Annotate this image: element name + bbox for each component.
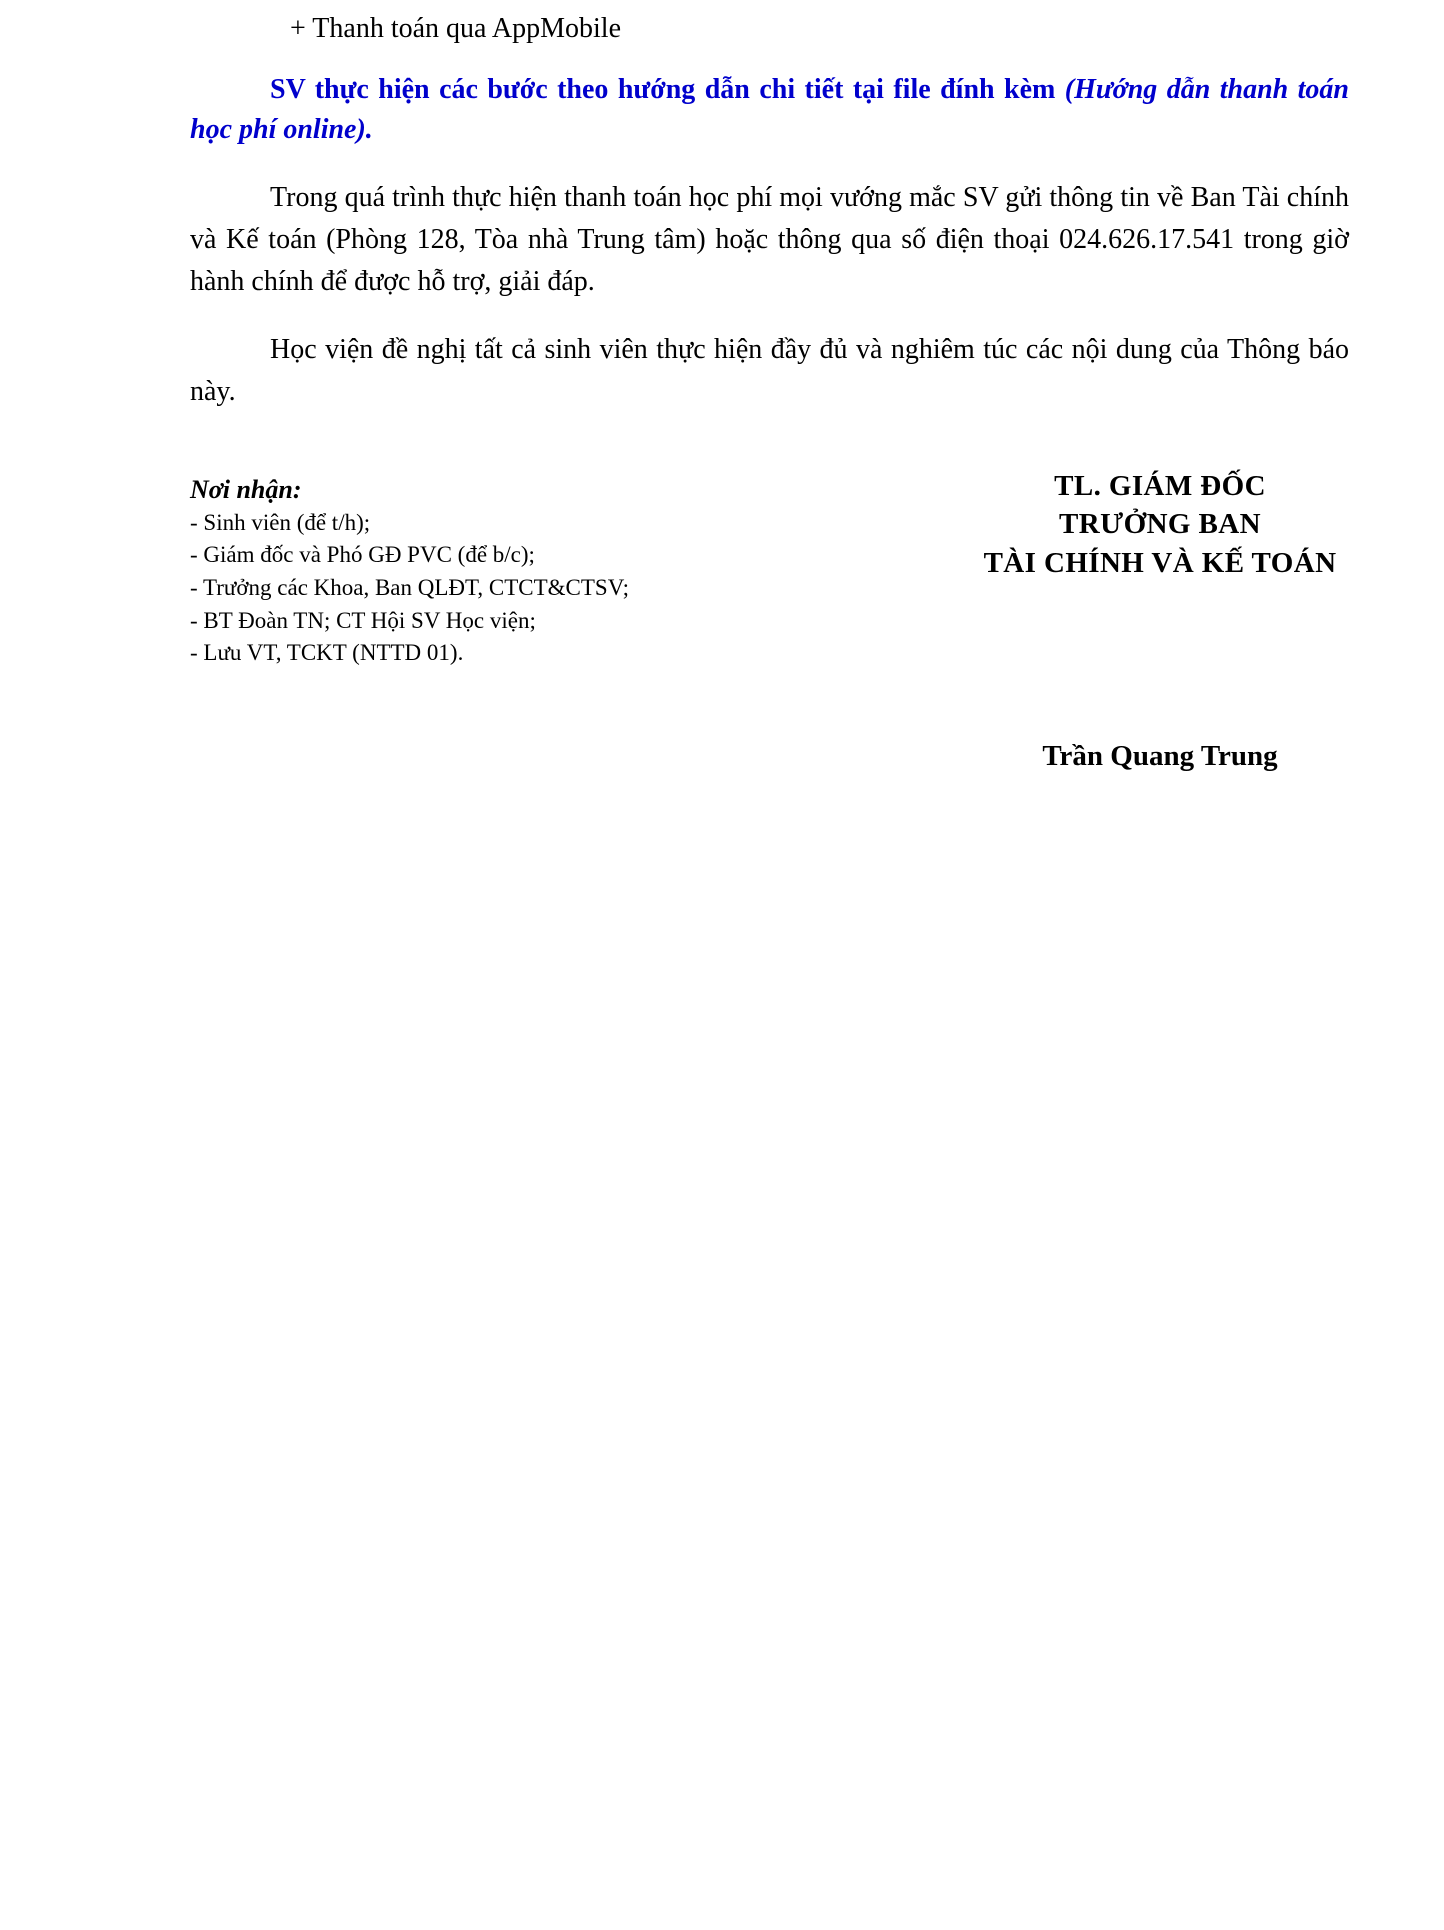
signer-title-line-2: TRƯỞNG BAN	[1059, 508, 1261, 541]
bullet-line-appmobile: + Thanh toán qua AppMobile	[290, 13, 622, 44]
instruction-italic-text: (Hướng dẫn thanh toán học phí online).	[190, 73, 1349, 146]
recipient-item: - Giám đốc và Phó GĐ PVC (để b/c);	[190, 542, 535, 568]
recipients-title: Nơi nhận:	[190, 474, 302, 504]
recipient-item: - Sinh viên (để t/h);	[190, 509, 371, 535]
signer-name: Trần Quang Trung	[1042, 739, 1278, 772]
request-compliance-paragraph: Học viện đề nghị tất cả sinh viên thực hiện đầy đủ và nghiêm túc các nội dung của Thông báo này.	[190, 333, 1349, 407]
signer-title-line-1: TL. GIÁM ĐỐC	[1054, 469, 1266, 502]
recipient-item: - Trưởng các Khoa, Ban QLĐT, CTCT&CTSV;	[190, 575, 630, 601]
instruction-bold-text: SV thực hiện các bước theo hướng dẫn chi tiết tại file đính kèm	[270, 73, 1065, 105]
highlighted-instruction-paragraph	[190, 70, 1349, 151]
signature-section	[190, 469, 1349, 793]
recipient-item: - Lưu VT, TCKT (NTTD 01).	[190, 640, 464, 666]
recipient-item: - BT Đoàn TN; CT Hội SV Học viện;	[190, 607, 536, 633]
support-contact-paragraph: Trong quá trình thực hiện thanh toán học phí mọi vướng mắc SV gửi thông tin về Ban Tài chính và Kế toán (Phòng 128, Tòa nhà Trung tâm) hoặc thông qua số điện thoại 024.626.17.541 trong giờ hành chính để được hỗ trợ, giải đáp.	[190, 181, 1349, 297]
signer-block	[880, 467, 1440, 773]
signer-title-line-3: TÀI CHÍNH VÀ KẾ TOÁN	[983, 546, 1337, 579]
recipients-list	[190, 473, 790, 670]
document-page	[0, 10, 1444, 1930]
